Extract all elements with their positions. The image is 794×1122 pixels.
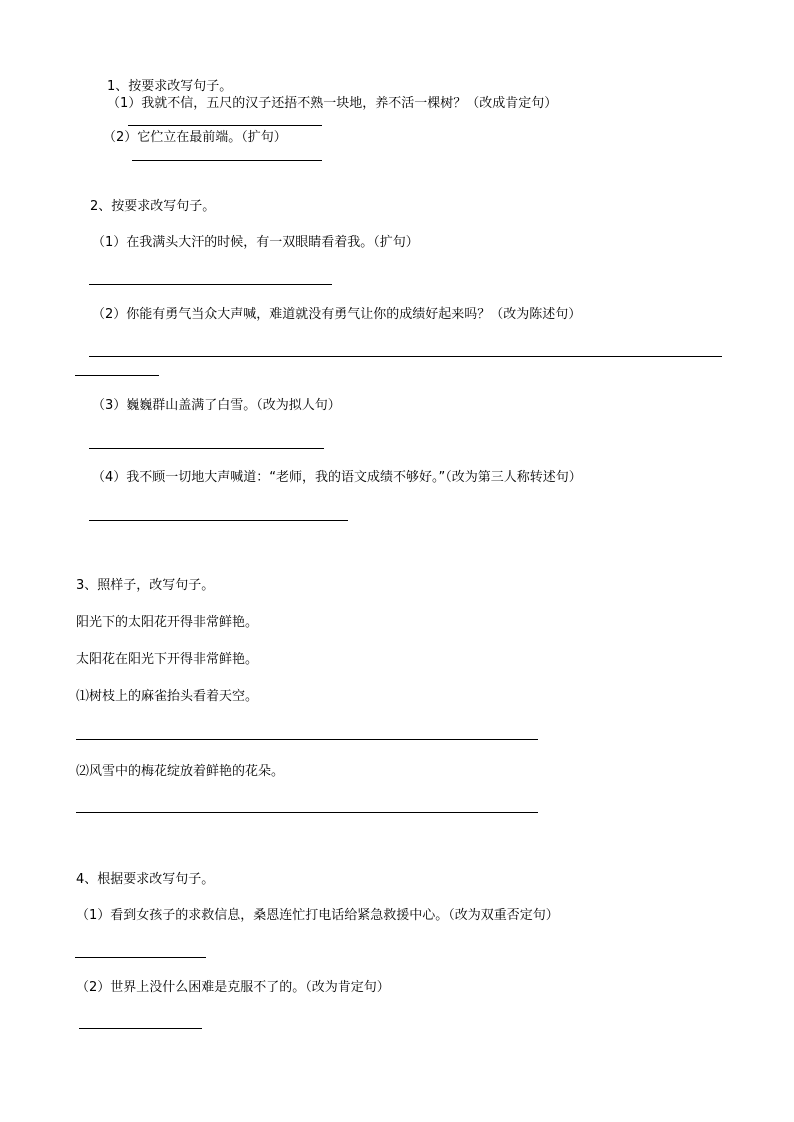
s2-question-2: （2）你能有勇气当众大声喊，难道就没有勇气让你的成绩好起来吗？（改为陈述句）	[92, 307, 582, 322]
s2-answer-line-3[interactable]	[89, 448, 324, 449]
s3-example-1: 阳光下的太阳花开得非常鲜艳。	[76, 615, 259, 630]
s2-question-3: （3）巍巍群山盖满了白雪。（改为拟人句）	[92, 398, 341, 413]
s4-question-1: （1）看到女孩子的求救信息，桑恩连忙打电话给紧急救援中心。（改为双重否定句）	[76, 908, 559, 923]
s2-question-4: （4）我不顾一切地大声喊道：“老师，我的语文成绩不够好。”（改为第三人称转述句）	[92, 470, 582, 485]
section-2-heading: 2、按要求改写句子。	[90, 199, 216, 214]
s3-question-1: ⑴树枝上的麻雀抬头看着天空。	[76, 689, 259, 704]
s2-question-1: （1）在我满头大汗的时候，有一双眼睛看着我。（扩句）	[92, 235, 419, 250]
s2-answer-line-2b[interactable]	[75, 375, 159, 376]
section-3-heading: 3、照样子，改写句子。	[76, 578, 215, 593]
section-1-heading: 1、按要求改写句子。	[107, 79, 233, 94]
s1-question-2: （2）它伫立在最前端。（扩句）	[103, 130, 287, 145]
s2-answer-line-1[interactable]	[89, 284, 332, 285]
section-4-heading: 4、根据要求改写句子。	[76, 872, 215, 887]
s3-answer-line-2[interactable]	[76, 812, 538, 813]
s3-question-2: ⑵风雪中的梅花绽放着鲜艳的花朵。	[76, 764, 285, 779]
s3-answer-line-1[interactable]	[76, 739, 538, 740]
s2-answer-line-2a[interactable]	[89, 356, 722, 357]
s1-question-1: （1）我就不信，五尺的汉子还捂不熟一块地，养不活一棵树？（改成肯定句）	[107, 96, 558, 111]
s4-answer-line-1[interactable]	[75, 957, 206, 958]
s3-example-2: 太阳花在阳光下开得非常鲜艳。	[76, 652, 259, 667]
s2-answer-line-4[interactable]	[89, 520, 348, 521]
s1-answer-line-2[interactable]	[132, 160, 322, 161]
s4-question-2: （2）世界上没什么困难是克服不了的。（改为肯定句）	[76, 980, 390, 995]
s1-answer-line-1[interactable]	[128, 125, 322, 126]
s4-answer-line-2[interactable]	[79, 1028, 202, 1029]
